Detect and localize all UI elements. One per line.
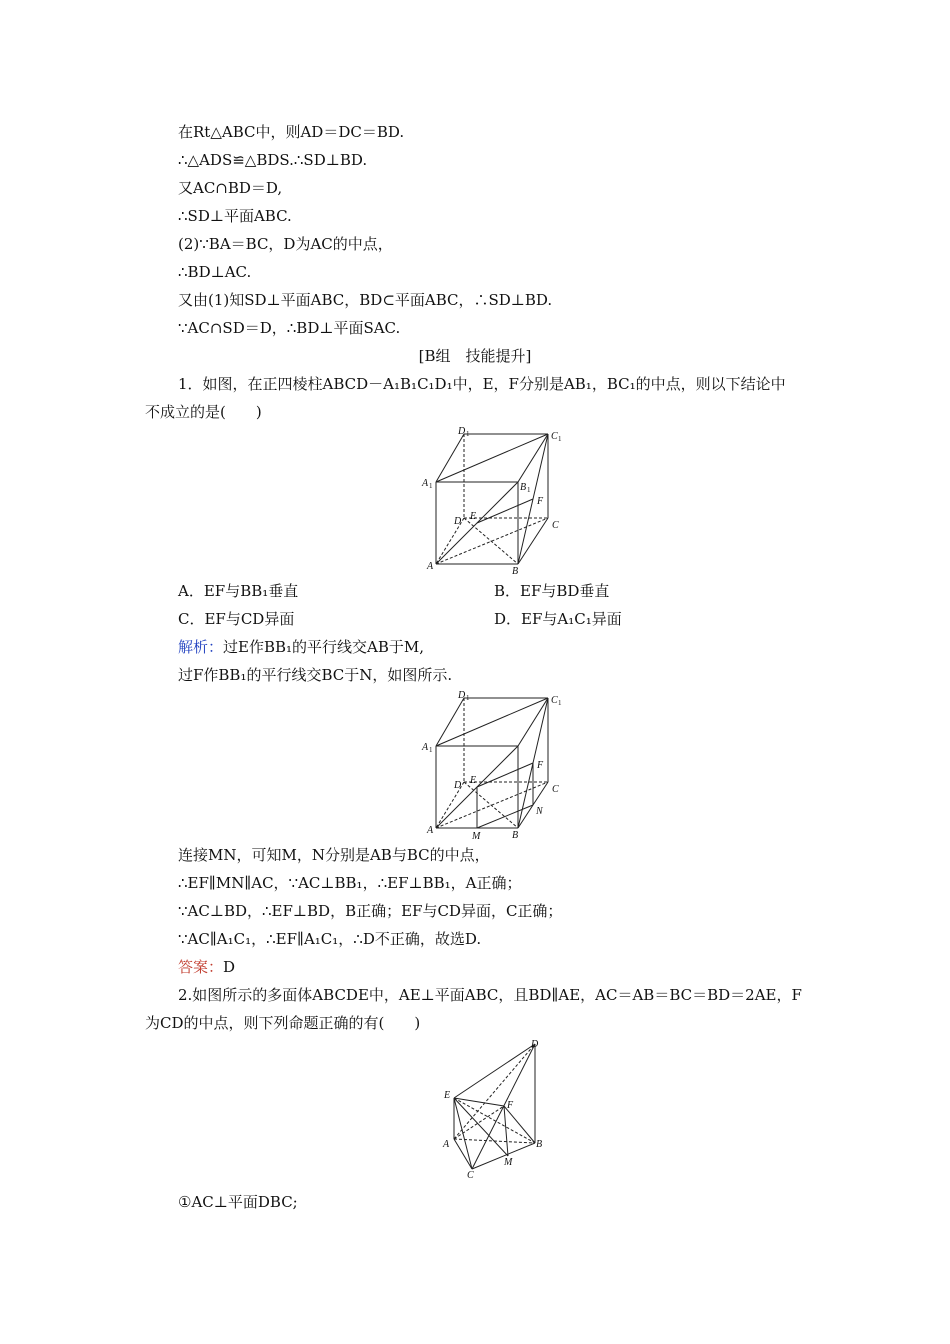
svg-text:1: 1: [429, 482, 433, 490]
text-line: ∴SD⊥平面ABC.: [178, 207, 292, 225]
svg-text:1: 1: [558, 435, 562, 443]
label-C: C: [467, 1170, 474, 1181]
label-A: A: [427, 561, 434, 572]
question-stem: 为CD的中点，则下列命题正确的有( ): [145, 1014, 421, 1032]
option-c: C．EF与CD异面: [178, 610, 295, 628]
label-M: M: [504, 1157, 513, 1168]
svg-text:1: 1: [466, 430, 470, 438]
label-B: B: [512, 566, 519, 577]
label-F: F: [507, 1100, 514, 1111]
text-line: 连接MN，可知M，N分别是AB与BC的中点，: [178, 846, 490, 864]
label-F: F: [537, 496, 544, 507]
question-stem: 1．如图，在正四棱柱ABCD－A₁B₁C₁D₁中，E，F分别是AB₁，BC₁的中点，则以下结论中: [178, 375, 786, 393]
svg-text:1: 1: [527, 486, 531, 494]
svg-text:1: 1: [466, 694, 470, 702]
text-line: (2)∵BA＝BC，D为AC的中点，: [178, 235, 393, 253]
analysis-label: 解析：: [178, 638, 224, 656]
text-line: 在Rt△ABC中，则AD＝DC＝BD.: [178, 123, 405, 141]
label-B1: B: [520, 482, 527, 493]
label-E: E: [470, 511, 477, 522]
question-stem: 2.如图所示的多面体ABCDE中，AE⊥平面ABC，且BD∥AE，AC＝AB＝BC＝BD＝2AE，F: [178, 986, 802, 1004]
label-A1: A: [422, 478, 429, 489]
text-line: ∴BD⊥AC.: [178, 263, 252, 281]
text-line: ∵AC⊥BD，∴EF⊥BD，B正确；EF与CD异面，C正确；: [178, 902, 563, 920]
option-d: D．EF与A₁C₁异面: [494, 610, 622, 628]
answer-value: D: [223, 958, 236, 976]
option-b: B．EF与BD垂直: [494, 582, 610, 600]
label-B: B: [512, 830, 519, 841]
label-B: B: [536, 1139, 543, 1150]
label-C: C: [552, 784, 559, 795]
label-D1: D: [458, 426, 466, 437]
label-A: A: [427, 825, 434, 836]
label-C1: C: [551, 431, 558, 442]
label-M: M: [472, 831, 481, 842]
label-F: F: [537, 760, 544, 771]
text-line: ∵AC∩SD＝D，∴BD⊥平面SAC.: [178, 319, 401, 337]
text-line: ∵AC∥A₁C₁，∴EF∥A₁C₁，∴D不正确，故选D.: [178, 930, 482, 948]
analysis-text: 过F作BB₁的平行线交BC于N，如图所示.: [178, 666, 453, 684]
svg-text:1: 1: [429, 746, 433, 754]
svg-text:1: 1: [558, 699, 562, 707]
question-stem: 不成立的是( ): [145, 403, 262, 421]
label-C: C: [552, 520, 559, 531]
label-A1: A: [422, 742, 429, 753]
analysis-text: 过E作BB₁的平行线交AB于M,: [223, 638, 425, 656]
text-line: ∴△ADS≌△BDS.∴SD⊥BD.: [178, 151, 368, 169]
label-E: E: [444, 1090, 451, 1101]
text-line: 又AC∩BD＝D,: [178, 179, 283, 197]
label-E: E: [470, 775, 477, 786]
section-title: [B组 技能提升]: [418, 347, 532, 365]
label-C1: C: [551, 695, 558, 706]
option-a: A．EF与BB₁垂直: [178, 582, 299, 600]
text-line: 又由(1)知SD⊥平面ABC，BD⊂平面ABC，∴SD⊥BD.: [178, 291, 553, 309]
label-D: D: [531, 1039, 539, 1050]
text-line: ∴EF∥MN∥AC，∵AC⊥BB₁，∴EF⊥BB₁，A正确；: [178, 874, 522, 892]
answer-label: 答案：: [178, 958, 224, 976]
prism-figure-2: [420, 690, 570, 842]
prism-figure-1: [420, 426, 570, 578]
label-D1: D: [458, 690, 466, 701]
label-D: D: [454, 780, 462, 791]
label-D: D: [454, 516, 462, 527]
label-A: A: [443, 1139, 450, 1150]
label-N: N: [536, 806, 543, 817]
polyhedron-figure: [436, 1036, 551, 1182]
item-1: ①AC⊥平面DBC;: [178, 1193, 298, 1211]
